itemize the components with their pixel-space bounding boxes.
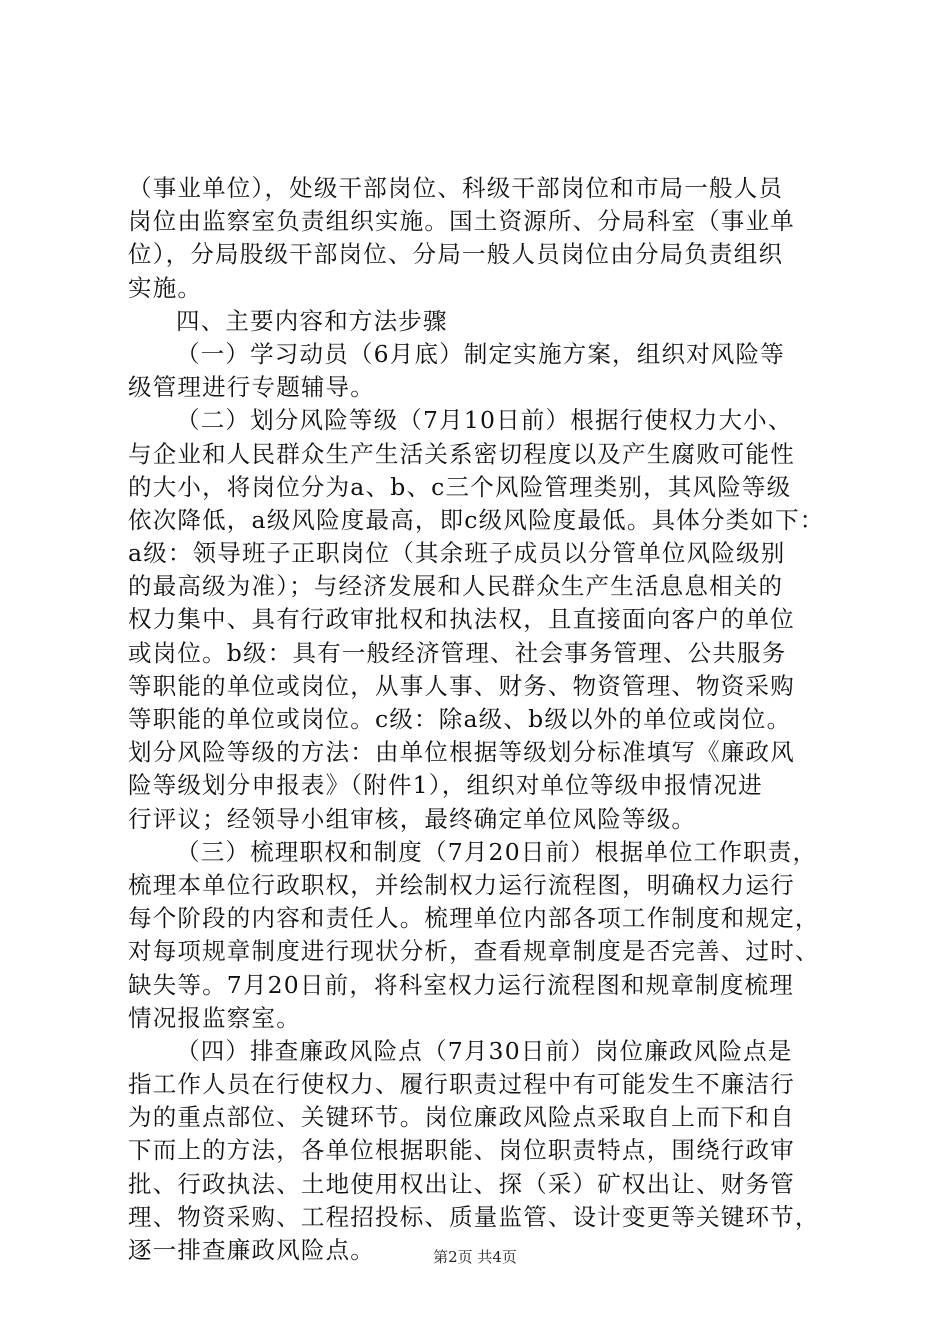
text-line: （一）学习动员（6月底）制定实施方案，组织对风险等: [176, 339, 785, 368]
text-line: 理、物资采购、工程招投标、质量监管、设计变更等关键环节，: [128, 1202, 820, 1231]
text-line: 等职能的单位或岗位。c级：除a级、b级以外的单位或岗位。: [128, 705, 792, 733]
text-line: 每个阶段的内容和责任人。梳理单位内部各项工作制度和规定，: [128, 904, 820, 933]
text-line: 梳理本单位行政职权，并绘制权力运行流程图，明确权力运行: [128, 870, 795, 899]
document-body: [128, 172, 840, 1267]
text-line: 位），分局股级干部岗位、分局一般人员岗位由分局负责组织: [128, 240, 784, 269]
text-line: 行评议；经领导小组审核，最终确定单位风险等级。: [128, 804, 697, 833]
text-line: 险等级划分申报表》（附件1），组织对单位等级申报情况进: [128, 771, 763, 800]
text-line: 实施。: [128, 273, 203, 302]
page-number-footer: 第2页 共4页: [433, 1248, 517, 1266]
text-line: 岗位由监察室负责组织实施。国土资源所、分局科室（事业单: [128, 207, 795, 236]
section-heading: 四、主要内容和方法步骤: [176, 306, 448, 335]
text-line: 或岗位。b级：具有一般经济管理、社会事务管理、公共服务: [128, 638, 787, 667]
text-line: 逐一排查廉政风险点。: [128, 1236, 375, 1264]
text-line: 权力集中、具有行政审批权和执法权，且直接面向客户的单位: [128, 605, 795, 634]
text-line: 依次降低，a级风险度最高，即c级风险度最低。具体分类如下：: [128, 505, 825, 534]
text-line: 划分风险等级的方法：由单位根据等级划分标准填写《廉政风: [128, 738, 795, 767]
text-line: （事业单位），处级干部岗位、科级干部岗位和市局一般人员: [128, 174, 784, 202]
text-line: 缺失等。7月20日前，将科室权力运行流程图和规章制度梳理: [128, 970, 794, 999]
text-line: 情况报监察室。: [128, 1003, 301, 1032]
text-line: 的大小，将岗位分为a、b、c三个风险管理类别，其风险等级: [128, 472, 792, 501]
text-line: （四）排查廉政风险点（7月30日前）岗位廉政风险点是: [176, 1036, 793, 1065]
text-line: 下而上的方法，各单位根据职能、岗位职责特点，围绕行政审: [128, 1136, 795, 1165]
text-line: 等职能的单位或岗位，从事人事、财务、物资管理、物资采购: [128, 671, 795, 700]
text-line: 指工作人员在行使权力、履行职责过程中有可能发生不廉洁行: [128, 1070, 795, 1099]
text-line: （三）梳理职权和制度（7月20日前）根据单位工作职责，: [176, 837, 818, 866]
text-line: 为的重点部位、关键环节。岗位廉政风险点采取自上而下和自: [128, 1103, 795, 1132]
text-line: 的最高级为准）；与经济发展和人民群众生产生活息息相关的: [128, 572, 784, 601]
text-line: 与企业和人民群众生产生活关系密切程度以及产生腐败可能性: [128, 439, 795, 468]
text-line: 对每项规章制度进行现状分析，查看规章制度是否完善、过时、: [128, 937, 820, 966]
text-line: 批、行政执法、土地使用权出让、探（采）矿权出让、财务管: [128, 1169, 795, 1198]
text-line: a级：领导班子正职岗位（其余班子成员以分管单位风险级别: [128, 539, 786, 568]
text-line: （二）划分风险等级（7月10日前）根据行使权力大小、: [176, 406, 793, 435]
text-line: 级管理进行专题辅导。: [128, 373, 375, 402]
